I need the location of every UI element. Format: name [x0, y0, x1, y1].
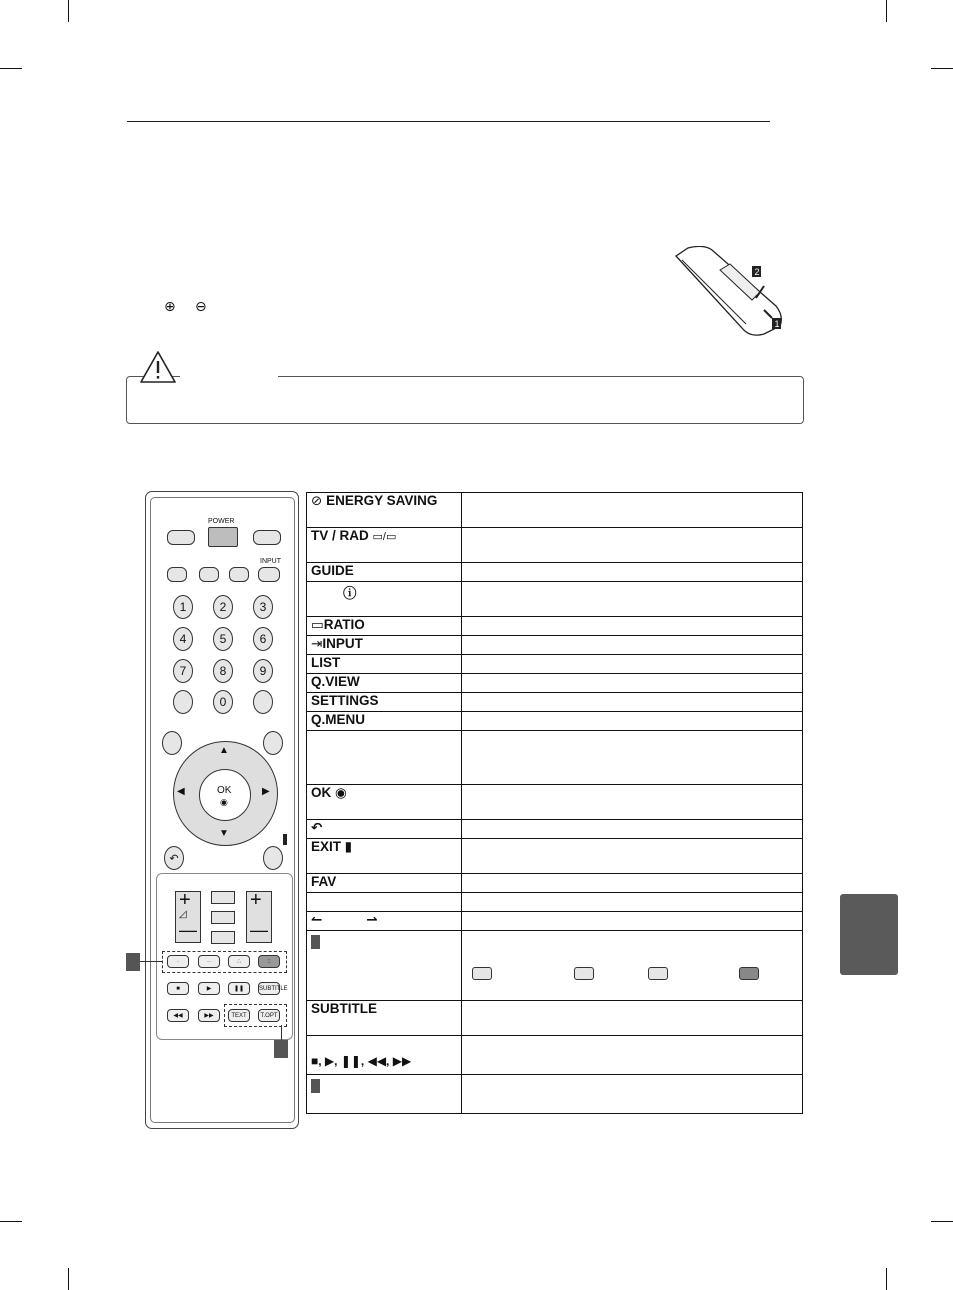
function-key-cell: SUBTITLE: [307, 1001, 462, 1036]
pause-button[interactable]: ❚❚: [228, 982, 250, 995]
ratio-icon: ▭: [311, 617, 324, 632]
arrow-right-icon[interactable]: ▶: [262, 786, 270, 797]
crop-mark: [931, 68, 953, 69]
number-key[interactable]: 5: [213, 627, 233, 651]
function-description-cell: [462, 582, 803, 617]
function-key-cell: Q.VIEW: [307, 674, 462, 693]
ok-dot-icon: ◉: [220, 797, 228, 807]
crop-mark: [68, 0, 69, 22]
function-description-cell: [462, 1001, 803, 1036]
arrow-down-icon[interactable]: ▼: [219, 828, 229, 839]
function-key-cell: EXIT ▮: [307, 839, 462, 874]
number-key[interactable]: 0: [213, 690, 233, 714]
rewind-button[interactable]: ◀◀: [167, 1009, 189, 1022]
t-opt-button[interactable]: T.OPT: [258, 1009, 280, 1022]
play-button[interactable]: ▶: [198, 982, 220, 995]
function-key-cell: [307, 820, 462, 839]
crop-mark: [886, 1268, 887, 1290]
function-description-cell: [462, 839, 803, 874]
function-key-cell: Q.MENU: [307, 712, 462, 731]
function-description-cell: [462, 893, 803, 912]
plus-icon: ⊕: [164, 298, 176, 314]
volume-up-icon: +: [179, 889, 191, 911]
function-table: [306, 492, 803, 1114]
ok-label: OK: [217, 785, 232, 796]
back-icon: ↶: [311, 820, 323, 835]
function-key-cell: SETTINGS: [307, 693, 462, 712]
svg-text:2: 2: [754, 267, 760, 277]
tv-rad-button[interactable]: [253, 530, 281, 545]
function-description-cell: [462, 563, 803, 582]
function-key-cell: TV / RAD ▭/▭: [307, 528, 462, 563]
guide-button[interactable]: [167, 567, 187, 582]
number-key[interactable]: 9: [253, 659, 273, 683]
svg-text:1: 1: [774, 319, 780, 329]
input-button[interactable]: [258, 567, 280, 582]
function-key-cell: ⇥INPUT: [307, 636, 462, 655]
power-button[interactable]: [208, 527, 238, 547]
number-key[interactable]: 4: [173, 627, 193, 651]
header-rule: [127, 121, 770, 122]
input-icon: ⇥: [311, 636, 323, 651]
yellow-key-icon: [648, 967, 668, 980]
number-key[interactable]: 7: [173, 659, 193, 683]
function-description-cell: [462, 1036, 803, 1075]
text-button[interactable]: TEXT: [228, 1009, 250, 1022]
back-button[interactable]: [164, 846, 184, 870]
exit-mark-icon: [283, 834, 287, 845]
red-key-icon: [472, 967, 492, 980]
function-key-cell: ■, ▶, ❚❚, ◀◀, ▶▶: [307, 1036, 462, 1075]
crop-mark: [68, 1268, 69, 1290]
power-label: POWER: [208, 518, 235, 525]
caution-gap: [180, 372, 278, 380]
function-description-cell: [462, 493, 803, 528]
caution-icon: [139, 350, 177, 384]
fav-button[interactable]: [211, 891, 235, 904]
function-description-cell: [462, 636, 803, 655]
function-description-cell: [462, 912, 803, 931]
ok-dot-icon: ◉: [335, 785, 347, 800]
settings-button[interactable]: [162, 731, 182, 755]
color-key-marker-icon: [311, 935, 320, 949]
battery-cover-illustration: [668, 246, 786, 344]
crop-mark: [931, 1221, 953, 1222]
callout-marker: [126, 953, 140, 971]
function-description-cell: [462, 712, 803, 731]
green-key-icon: [574, 967, 594, 980]
exit-button[interactable]: [263, 846, 283, 870]
yellow-key[interactable]: ∴: [228, 955, 250, 968]
function-description-cell: [462, 731, 803, 785]
function-key-cell: ▭RATIO: [307, 617, 462, 636]
function-key-cell: ⊘ ENERGY SAVING: [307, 493, 462, 528]
arrow-right-long-icon: ⇀: [366, 912, 378, 927]
blue-key[interactable]: ::: [258, 955, 280, 968]
function-description-cell: [462, 785, 803, 820]
number-key[interactable]: 6: [253, 627, 273, 651]
red-key[interactable]: ·: [167, 955, 189, 968]
back-icon: ↶: [169, 853, 179, 865]
arrow-up-icon[interactable]: ▲: [219, 745, 229, 756]
function-description-cell: [462, 931, 803, 1001]
energy-saving-icon: ⊘: [311, 493, 323, 508]
number-key[interactable]: 2: [213, 595, 233, 619]
function-description-cell: [462, 674, 803, 693]
caution-box: [126, 376, 804, 424]
function-key-cell: [307, 1075, 462, 1114]
function-description-cell: [462, 874, 803, 893]
function-description-cell: [462, 820, 803, 839]
function-key-cell: OK ◉: [307, 785, 462, 820]
teletext-key-marker-icon: [311, 1079, 320, 1093]
arrow-left-icon[interactable]: ◀: [177, 786, 185, 797]
number-key[interactable]: 8: [213, 659, 233, 683]
tv-radio-icon: ▭/▭: [372, 531, 397, 543]
exit-icon: ▮: [344, 839, 353, 854]
function-key-cell: [307, 582, 462, 617]
callout-marker: [274, 1040, 288, 1058]
function-description-cell: [462, 617, 803, 636]
function-key-cell: [307, 731, 462, 785]
function-key-cell: [307, 912, 462, 931]
function-description-cell: [462, 1075, 803, 1114]
function-description-cell: [462, 528, 803, 563]
crop-mark: [0, 1221, 22, 1222]
blank-button[interactable]: [211, 911, 235, 924]
info-icon: ⓘ: [343, 586, 357, 601]
crop-mark: [886, 0, 887, 22]
minus-icon: ⊖: [195, 298, 207, 314]
function-description-cell: [462, 693, 803, 712]
program-down-icon: —: [250, 920, 268, 940]
blue-key-icon: [739, 967, 759, 980]
q-menu-button[interactable]: [263, 731, 283, 755]
function-key-cell: LIST: [307, 655, 462, 674]
function-key-cell: [307, 931, 462, 1001]
number-key[interactable]: 3: [253, 595, 273, 619]
callout-line: [281, 1025, 282, 1040]
green-key[interactable]: ··: [198, 955, 220, 968]
volume-ramp-icon: ◿: [179, 909, 187, 920]
function-key-cell: GUIDE: [307, 563, 462, 582]
ratio-button[interactable]: [229, 567, 249, 582]
mute-button[interactable]: [211, 931, 235, 944]
stop-button[interactable]: ■: [167, 982, 189, 995]
function-key-cell: FAV: [307, 874, 462, 893]
number-key[interactable]: 1: [173, 595, 193, 619]
function-key-cell: [307, 893, 462, 912]
fast-forward-button[interactable]: ▶▶: [198, 1009, 220, 1022]
q-view-button[interactable]: [253, 690, 273, 714]
energy-saving-button[interactable]: [167, 530, 195, 545]
program-up-icon: +: [250, 889, 262, 911]
function-description-cell: [462, 655, 803, 674]
crop-mark: [0, 68, 22, 69]
input-label: INPUT: [260, 558, 281, 565]
callout-line: [140, 961, 162, 962]
subtitle-button[interactable]: SUBTITLE: [258, 982, 280, 995]
volume-down-icon: —: [179, 920, 197, 940]
list-button[interactable]: [173, 690, 193, 714]
section-tab: [840, 894, 898, 975]
arrow-left-long-icon: ↼: [311, 912, 323, 927]
info-button[interactable]: [199, 567, 219, 582]
